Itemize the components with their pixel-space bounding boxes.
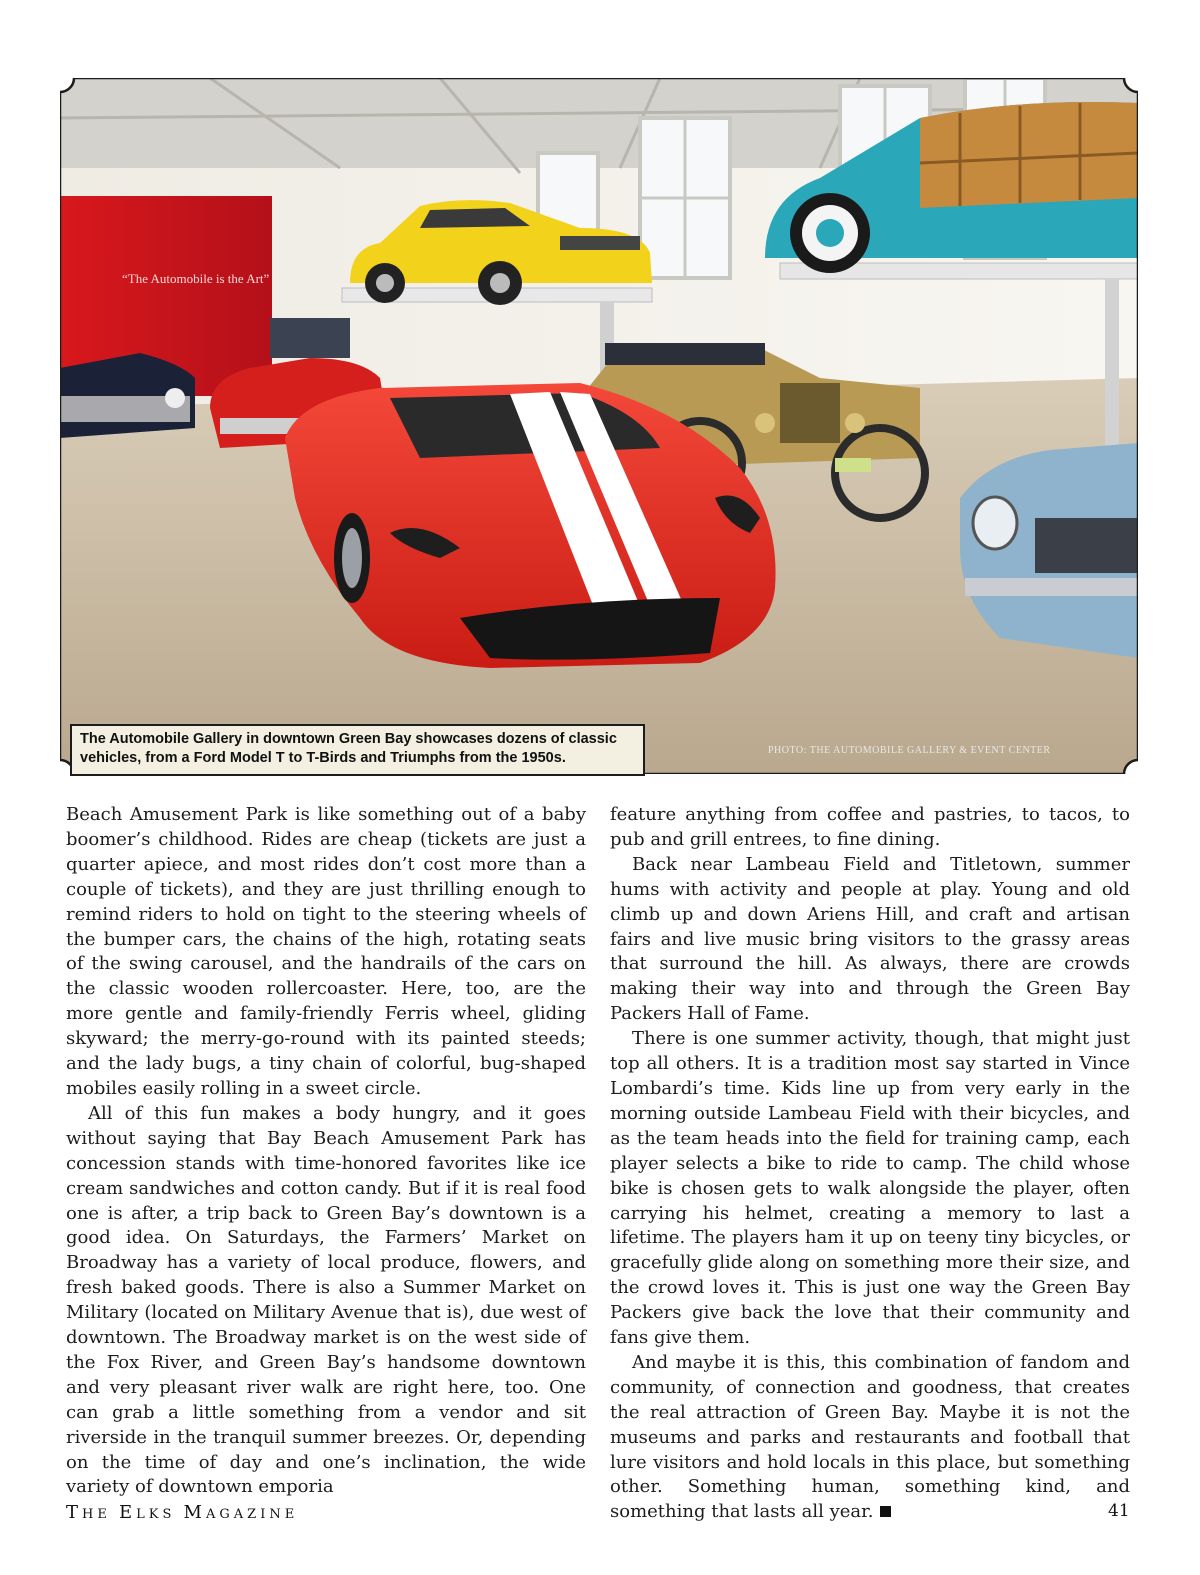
paragraph: All of this fun makes a body hungry, and it goes without saying that Bay Beach Amusement Park has concession stands with time-honored favorites like ice cream sandwiches and cotton candy. But if it is real food one is after, a trip back to Green Bay’s downtown is a good idea. On Saturdays, the Farmers’ Market on Broadway has a variety of local produce, flowers, and fresh baked goods. There is also a Summer Market on Military (located on Military Avenue that is), due west of downtown. The Broadway market is on the west side of the Fox River, and Green Bay’s handsome downtown and very pleasant river walk are right here, too. One can grab a little something from a vendor and sit riverside in the tranquil summer breezes. Or, depending on the time of day and one’s inclination, the wide variety of downtown emporia [66,1102,586,1498]
paragraph: Beach Amusement Park is like something out of a baby boomer’s childhood. Rides are cheap (tickets are just a quarter apiece, and most rides don’t cost more than a couple of tickets), and they are just thrilling enough to remind riders to hold on tight to the steering wheels of the bumper cars, the chains of the high, rotating seats of the swing carousel, and the handrails of the cars on the classic wooden rollercoaster. Here, too, are the more gentle and family-friendly Ferris wheel, gliding skyward; the merry-go-round with its painted steeds; and the lady bugs, a tiny chain of colorful, bug-shaped mobiles easily rolling in a sweet circle. [66,804,586,1099]
end-square-icon [880,1506,891,1517]
magazine-name [66,1502,298,1523]
feature-photo [60,78,1138,774]
photo-credit: PHOTO: THE AUTOMOBILE GALLERY & EVENT CENTER [768,745,1051,756]
magazine-name-text: THE ELKS MAGAZINE [66,1502,299,1523]
page-number: 41 [1108,1501,1130,1521]
paragraph-final [610,1351,1130,1525]
paragraph: There is one summer activity, though, that might just top all others. It is a tradition most say started in Vince Lombardi’s time. Kids line up from very early in the morning outside Lambeau Field with their bicycles, and as the team heads into the field for training camp, each player selects a bike to ride to camp. The child whose bike is chosen gets to walk alongside the player, often carrying his helmet, creating a memory to last a lifetime. The players ham it up on teeny tiny bicycles, or gracefully glide along on something more their size, and the crowd loves it. This is just one way the Green Bay Packers give back the love that their community and fans give them. [610,1028,1130,1349]
article-column-right [610,803,1130,1525]
gallery-photo-art [60,78,1138,774]
photo-caption: The Automobile Gallery in downtown Green Bay showcases dozens of classic vehicles, from a Ford Model T to T-Birds and Triumphs from the 1950s. [70,724,645,776]
article-column-left [66,803,586,1500]
wall-sign-text: “The Automobile is the Art” [122,271,270,286]
dark-classic-car [60,353,195,438]
paragraph: Back near Lambeau Field and Titletown, summer hums with activity and people at play. Young and old climb up and down Ariens Hill, and craft and artisan fairs and live music bring visitors to the grassy areas that surround the hill. As always, there are crowds making their way into and through the Green Bay Packers Hall of Fame. [610,853,1130,1025]
final-paragraph-text: And maybe it is this, this combination of fandom and community, of connection and goodness, that creates the real attraction of Green Bay. Maybe it is not the museums and parks and restaurants and football that lure visitors and hold locals in this place, but something other. Something human, something kind, and something that lasts all year. [610,1351,1130,1523]
paragraph: feature anything from coffee and pastries, to tacos, to pub and grill entrees, to fine dining. [610,804,1130,850]
